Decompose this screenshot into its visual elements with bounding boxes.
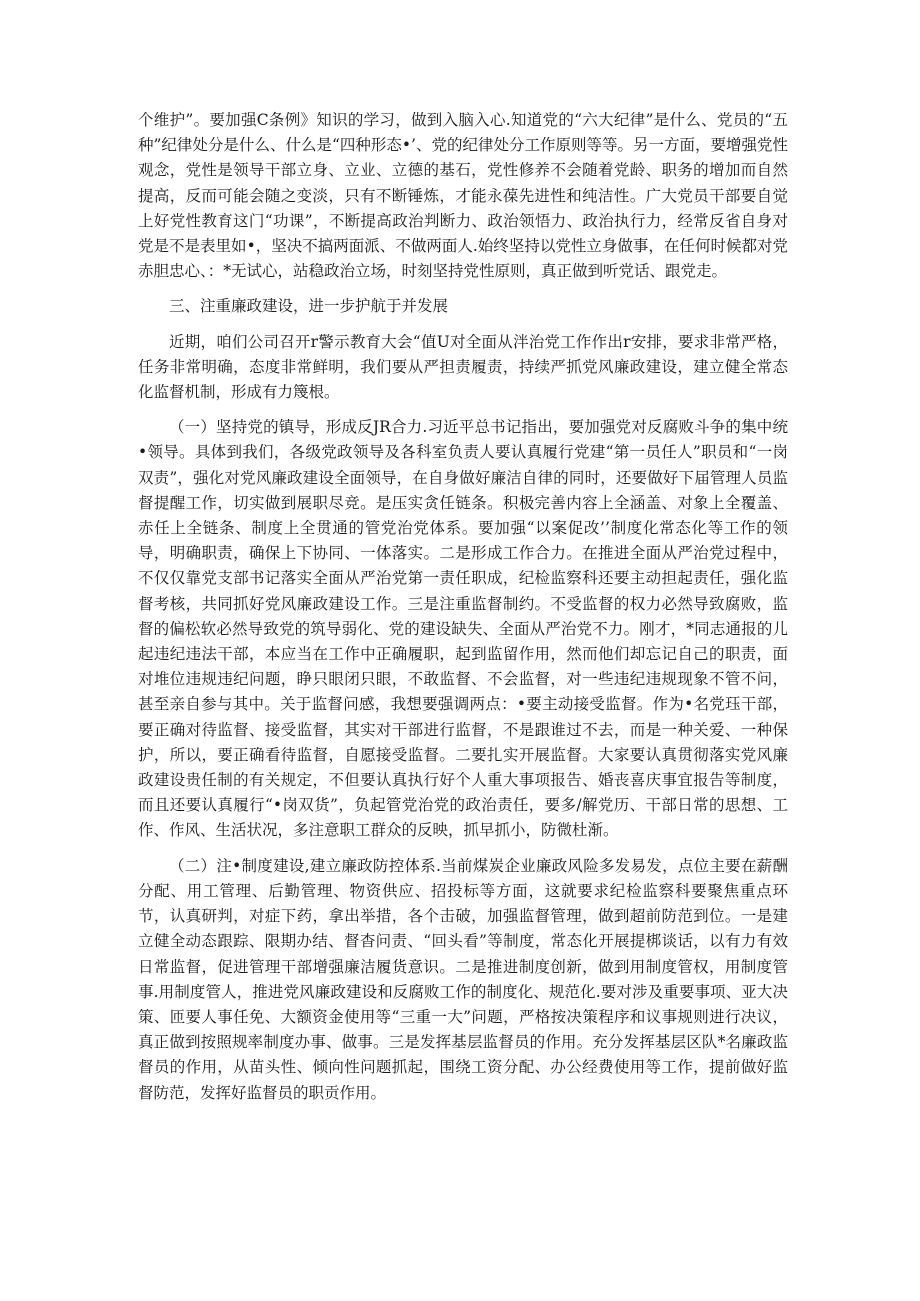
paragraph-system-building: （二）注•制度建设,建立廉政防控体系.当前煤炭企业廉政风险多发易发，点位主要在薪酬分配、用工管理、后勤管理、物资供应、招投标等方面，这就要求纪检监察科要聚焦重点环节，认真研判，对症下药，拿出举措，各个击破，加强监督管理，做到超前防范到位。一是建立健全动态跟踪、限期办结、督杳问责、“回头看”等制度，常态化开展提梆谈话，以有力有效日常监督，促进管理干部增强廉洁履货意识。二是推进制度创新，做到用制度管权，用制度管事.用制度管人，推进党风廉政建设和反腐败工作的制度化、规范化.要对涉及重要事项、亚大决策、匝要人事任免、大额资金使用等“三重一大”问题，严格按决策程序和议事规则进行决议，真正做到按照规率制度办事、做事。三是发挥基层监督员的作用。充分发挥基层区队*名廉政监督员的作用，从苗头性、倾向性问题抓起，围绕工资分配、办公经费使用等工作，提前做好监督防范，发挥好监督员的职贡作用。 — [138, 856, 788, 1102]
paragraph-party-spirit: 个维护”。要加强C条例》知识的学习，做到入脑入心.知道党的“六大纪律”是什么、党员的“五种”纪律处分是什么、什么是“四种形态•’、党的纪律处分工作原则等等。另一方面，要增强党性观念，党性是领导干部立身、立业、立德的基石，党性修养不会随着党龄、职务的增加而自然提高，反而可能会随之变淡，只有不断锤炼，才能永葆先进性和纯洁性。广大党员干部要自觉上好党性教育这门“功课”，不断提高政治判断力、政治领悟力、政治执行力，经常反省自身对党是不是表里如•，坚决不搞两面派、不做两面人.始终坚持以党性立身做事，在任何时候都对党赤胆忠心、：*无试心，站稳政治立场，时刻坚持党性原则，真正做到听党话、跟党走。 — [138, 111, 788, 281]
section-heading-integrity: 三、注重廉政建设，进一步护航于并发展 — [169, 297, 449, 316]
paragraph-warning-meeting: 近期，咱们公司召开r警示教育大会“值U对全面从泮治党工作作出r安排，要求非常严格，任务非常明确，态度非常鲜明，我们要从严担责履责，持续严抓党风廉政建设，建立健全常态化监督机制，形成有力篾根。 — [138, 332, 788, 402]
paragraph-party-leadership: （一）坚持党的镇导，形成反JR合力.习近平总书记指出，要加强党对反腐败斗争的集中统•领导。具体到我们，各级党政领导及各科室负责人要认真履行党建“第一员任人”职员和“一岗双责”，强化对党风廉政建设全面领导，在自身做好廉洁自律的同时，还要做好下届管理人员监督提醒工作，切实做到展职尽竞。是压实贪任链条。积极完善内容上全涵盖、对象上全覆盖、赤任上全链条、制度上全贯通的管党治党体系。要加强“以案促改’’制度化常态化等工作的领导，明确职责，确保上下协同、一体落实。二是形成工作合力。在推进全面从严治党过程中，不仅仅靠党支部书记落实全面从严治党第一责任职成，纪检监察科还要主动担起责任，强化监督考核，共同抓好党风廉政建设工作。三是注重监督制约。不受监督的权力必然导致腐败，监督的偏松软必然导致党的筑导弱化、党的建设缺失、全面从严治党不力。刚才，*同志通报的儿起违纪违法干部，本应当在工作中正确履职，起到监留作用，然而他们却忘记自己的职责，面对堆位违规违纪问题，睁只眼闭只眼，不敢监督、不会监督，对一些违纪违规现象不管不问，甚至亲自参与其中。关于监督问感，我想要强调两点：•要主动接受监督。作为•名党珏干部，要正确对待监督、接受监督，其实对干部进行监督，不是跟谁过不去，而是一种关爱、一种保护，所以，要正确看待监督，自愿接受监督。二要扎实开展监督。大家要认真贯彻落实党风廉政建设贵任制的有关规定，不但要认真执行好个人重大事项报告、婚丧喜庆事宜报告等制度，而且还要认真履行“•岗双货”，负起管党治党的政治责任，要多/解党历、干部日常的思想、工作、作风、生活状况，多注意职工群众的反映，抓早抓小，防微杜渐。 — [138, 418, 788, 840]
document-page — [138, 108, 788, 1116]
